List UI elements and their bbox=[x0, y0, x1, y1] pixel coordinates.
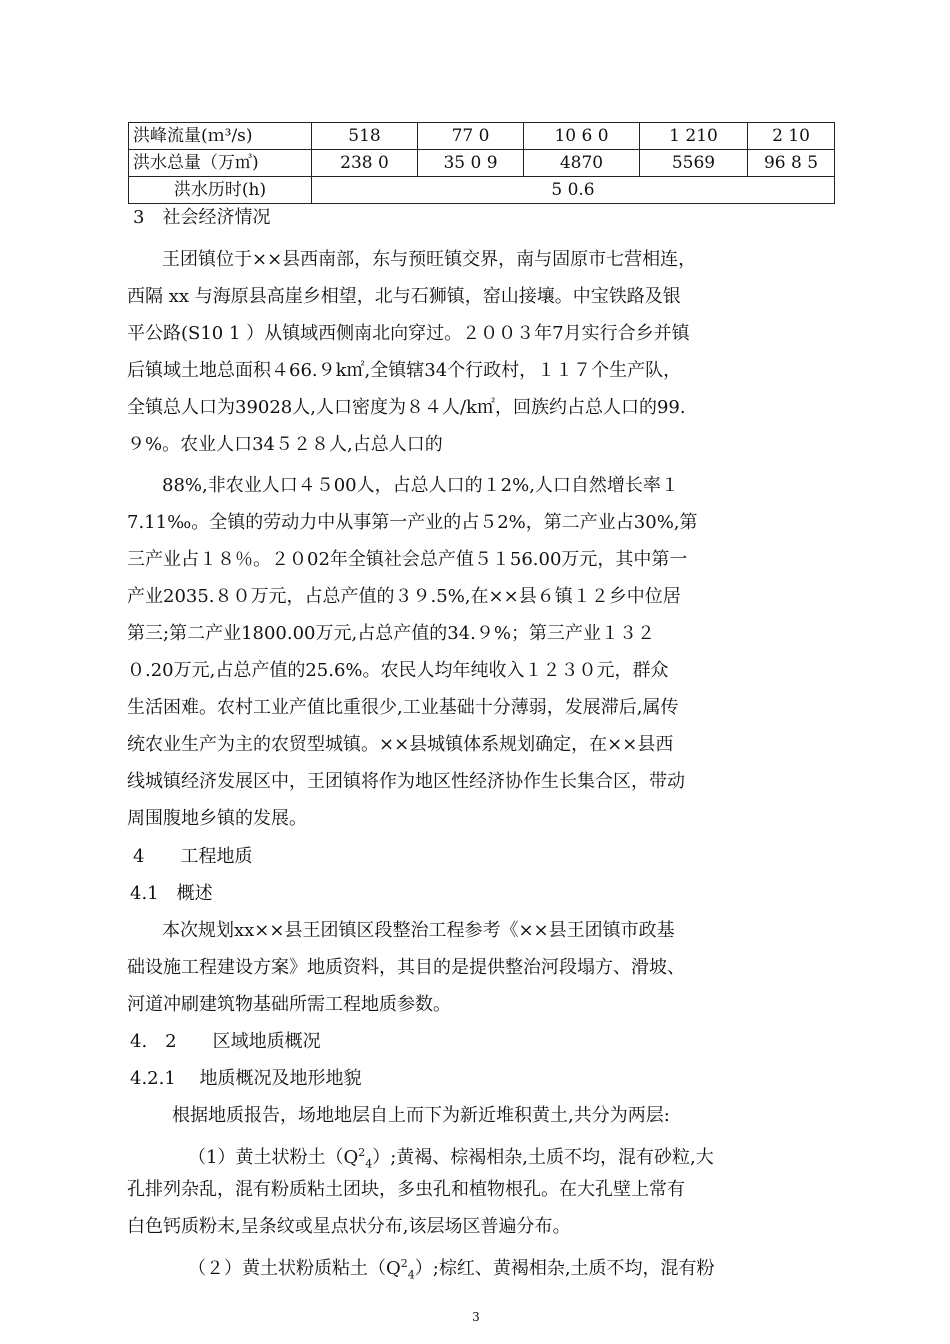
row-label: 洪水历时(h) bbox=[129, 177, 312, 204]
paragraph-line: 周围腹地乡镇的发展。 bbox=[127, 808, 307, 829]
table-cell: 2 10 bbox=[748, 123, 835, 150]
page-number: 3 bbox=[472, 1310, 480, 1324]
paragraph-line: 后镇域土地总面积４66.９k㎡,全镇辖34个行政村，１１７个生产队， bbox=[127, 360, 682, 381]
row-label: 洪水总量（万㎥) bbox=[129, 150, 312, 177]
paragraph-line: 线城镇经济发展区中，王团镇将作为地区性经济协作生长集合区，带动 bbox=[127, 771, 685, 792]
paragraph-line: 7.11‰。全镇的劳动力中从事第一产业的占５2%，第二产业占30%,第 bbox=[127, 512, 698, 533]
superscript: 2 bbox=[358, 1146, 366, 1159]
text-span: ）;棕红、黄褐相杂,土质不均，混有粉 bbox=[414, 1258, 715, 1279]
superscript: 2 bbox=[400, 1257, 408, 1270]
table-cell: 238 0 bbox=[312, 150, 418, 177]
table-cell: 4870 bbox=[524, 150, 640, 177]
paragraph-line: 平公路(S10 1 ）从镇域西侧南北向穿过。２００３年7月实行合乡并镇 bbox=[127, 323, 690, 344]
paragraph-line: 王团镇位于××县西南部，东与预旺镇交界，南与固原市七营相连， bbox=[162, 249, 697, 270]
paragraph-line: 88%,非农业人口４５00人，占总人口的１2%,人口自然增长率１ bbox=[162, 475, 679, 496]
table-row bbox=[129, 177, 835, 204]
layer-2-line bbox=[0, 1253, 950, 1287]
paragraph-line: 全镇总人口为39028人,人口密度为８４人/k㎡，回族约占总人口的99. bbox=[127, 397, 686, 418]
paragraph-line: 生活困难。农村工业产值比重很少,工业基础十分薄弱，发展滞后,属传 bbox=[127, 697, 679, 718]
text-span: （1）黄土状粉土（Q bbox=[188, 1147, 359, 1168]
section-4-2-heading: 4. 2 区域地质概况 bbox=[130, 1031, 321, 1052]
table-cell: 10 6 0 bbox=[524, 123, 640, 150]
subscript: 4 bbox=[407, 1268, 415, 1282]
table-cell: 77 0 bbox=[418, 123, 524, 150]
paragraph-line: 第三;第二产业1800.00万元,占总产值的34.９%；第三产业１３２ bbox=[127, 623, 655, 644]
paragraph-line: 产业2035.８０万元，占总产值的３９.5%,在××县６镇１２乡中位居 bbox=[127, 586, 681, 607]
table-cell: 5569 bbox=[640, 150, 748, 177]
paragraph-line: ０.20万元,占总产值的25.6%。农民人均年纯收入１２３０元，群众 bbox=[127, 660, 669, 681]
paragraph-line: ９%。农业人口34５２８人,占总人口的 bbox=[127, 434, 443, 455]
subscript: 4 bbox=[365, 1157, 373, 1171]
paragraph-line: 础设施工程建设方案》地质资料，其目的是提供整治河段塌方、滑坡、 bbox=[127, 957, 685, 978]
section-4-heading: 4 工程地质 bbox=[133, 846, 253, 867]
text-span: （２）黄土状粉质粘土（Q bbox=[188, 1258, 401, 1279]
flood-data-table bbox=[128, 122, 835, 204]
table-row bbox=[129, 150, 835, 177]
row-label: 洪峰流量(ｍ³/s) bbox=[129, 123, 312, 150]
paragraph-line: 西隔 xx 与海原县高崖乡相望，北与石狮镇，窑山接壤。中宝铁路及银 bbox=[127, 286, 681, 307]
section-4-1-heading: 4.1 概述 bbox=[130, 883, 213, 904]
paragraph-line: 白色钙质粉末,呈条纹或星点状分布,该层场区普遍分布。 bbox=[127, 1216, 571, 1237]
text-span: ）;黄褐、棕褐相杂,土质不均，混有砂粒,大 bbox=[372, 1147, 714, 1168]
section-4-2-1-heading: 4.2.1 地质概况及地形地貌 bbox=[130, 1068, 362, 1089]
table-row bbox=[129, 123, 835, 150]
table-cell: 518 bbox=[312, 123, 418, 150]
table-cell-merged: 5 0.6 bbox=[312, 177, 835, 204]
table-cell: 1 210 bbox=[640, 123, 748, 150]
section-3-heading: 3 社会经济情况 bbox=[133, 207, 271, 228]
paragraph-line: 统农业生产为主的农贸型城镇。××县城镇体系规划确定，在××县西 bbox=[127, 734, 674, 755]
paragraph-line: 本次规划xx××县王团镇区段整治工程参考《××县王团镇市政基 bbox=[162, 920, 675, 941]
paragraph-line: 三产业占１８％。２０02年全镇社会总产值５１56.00万元，其中第一 bbox=[127, 549, 688, 570]
paragraph-line: 河道冲刷建筑物基础所需工程地质参数。 bbox=[127, 994, 451, 1015]
paragraph-line: 根据地质报告，场地地层自上而下为新近堆积黄土,共分为两层: bbox=[172, 1105, 670, 1126]
table-cell: 35 0 9 bbox=[418, 150, 524, 177]
table-cell: 96 8 5 bbox=[748, 150, 835, 177]
paragraph-line: 孔排列杂乱，混有粉质粘土团块，多虫孔和植物根孔。在大孔壁上常有 bbox=[127, 1179, 685, 1200]
layer-1-line bbox=[0, 1142, 950, 1176]
